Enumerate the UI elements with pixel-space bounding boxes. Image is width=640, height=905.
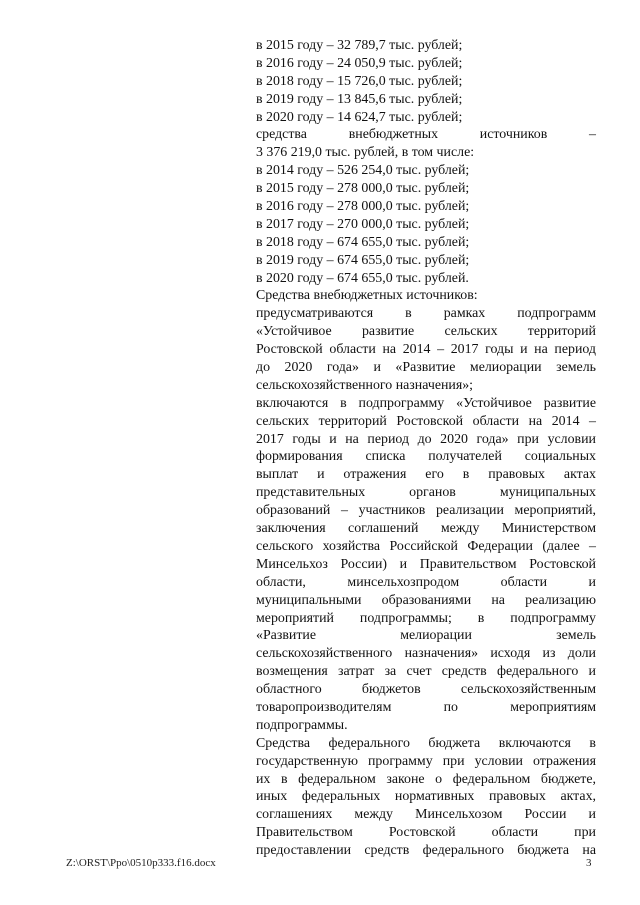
document-body bbox=[256, 37, 596, 860]
paragraph-line: соглашениях между Минсельхозом России и bbox=[256, 807, 596, 823]
paragraph-line: товаропроизводителям по мероприятиям bbox=[256, 699, 596, 715]
paragraph-line: муниципальными образованиями на реализацию bbox=[256, 592, 596, 608]
paragraph-line: иных федеральных нормативных правовых актах, bbox=[256, 789, 596, 805]
text-line-extrabudget-heading: средства внебюджетных источников – bbox=[256, 127, 596, 143]
text-line-2019: в 2019 году – 13 845,6 тыс. рублей; bbox=[256, 91, 463, 107]
paragraph-line: Ростовской области на 2014 – 2017 годы и на период bbox=[256, 342, 596, 358]
paragraph-line: сельскохозяйственного назначения» исходя из доли bbox=[256, 646, 596, 662]
paragraph-line: их в федеральном законе о федеральном бюджете, bbox=[256, 771, 596, 787]
paragraph-line: выплат и отражения его в правовых актах bbox=[256, 467, 596, 483]
paragraph-line: заключения соглашений между Министерством bbox=[256, 521, 596, 537]
paragraph-line: возмещения затрат за счет средств федерального и bbox=[256, 664, 596, 680]
paragraph-line: сельского хозяйства Российской Федерации (далее – bbox=[256, 538, 596, 554]
paragraph-line: подпрограммы. bbox=[256, 717, 348, 733]
paragraph-line: формирования списка получателей социальных bbox=[256, 449, 596, 465]
paragraph-line: областного бюджетов сельскохозяйственным bbox=[256, 682, 596, 698]
text-line-2020: в 2020 году – 14 624,7 тыс. рублей; bbox=[256, 109, 463, 125]
paragraph-line: представительных органов муниципальных bbox=[256, 485, 596, 501]
text-line-eb-2018: в 2018 году – 674 655,0 тыс. рублей; bbox=[256, 234, 470, 250]
text-line-eb-2019: в 2019 году – 674 655,0 тыс. рублей; bbox=[256, 252, 470, 268]
text-line-eb-2020: в 2020 году – 674 655,0 тыс. рублей. bbox=[256, 270, 469, 286]
text-line-extrabudget-total: 3 376 219,0 тыс. рублей, в том числе: bbox=[256, 145, 475, 161]
text-line-2016: в 2016 году – 24 050,9 тыс. рублей; bbox=[256, 55, 463, 71]
paragraph-line: «Развитие мелиорации земель bbox=[256, 628, 596, 644]
paragraph-line: сельскохозяйственного назначения»; bbox=[256, 377, 474, 393]
text-line-eb-2016: в 2016 году – 278 000,0 тыс. рублей; bbox=[256, 199, 470, 215]
text-line-2018: в 2018 году – 15 726,0 тыс. рублей; bbox=[256, 73, 463, 89]
text-line-eb-2015: в 2015 году – 278 000,0 тыс. рублей; bbox=[256, 181, 470, 197]
text-line-eb-2017: в 2017 году – 270 000,0 тыс. рублей; bbox=[256, 216, 470, 232]
paragraph-line: сельских территорий Ростовской области на 2014 – bbox=[256, 413, 596, 429]
paragraph-line: Правительством Ростовской области при bbox=[256, 825, 596, 841]
paragraph-line: мероприятий подпрограммы; в подпрограмму bbox=[256, 610, 596, 626]
paragraph-line: 2017 годы и на период до 2020 года» при условии bbox=[256, 431, 596, 447]
footer-page-number: 3 bbox=[586, 857, 592, 869]
paragraph-line: государственную программу при условии отражения bbox=[256, 753, 596, 769]
paragraph-line: включаются в подпрограмму «Устойчивое развитие bbox=[256, 395, 596, 411]
text-line-extrabudget-sources: Средства внебюджетных источников: bbox=[256, 288, 478, 304]
paragraph-line: Средства федерального бюджета включаются в bbox=[256, 735, 596, 751]
paragraph-line: «Устойчивое развитие сельских территорий bbox=[256, 324, 596, 340]
paragraph-line: предоставлении средств федерального бюджета на bbox=[256, 843, 596, 859]
paragraph-line: до 2020 года» и «Развитие мелиорации земель bbox=[256, 360, 596, 376]
text-line-2015: в 2015 году – 32 789,7 тыс. рублей; bbox=[256, 38, 463, 53]
footer-file-path: Z:\ORST\Ppo\0510p333.f16.docx bbox=[66, 857, 216, 869]
text-line-eb-2014: в 2014 году – 526 254,0 тыс. рублей; bbox=[256, 163, 470, 179]
paragraph-line: предусматриваются в рамках подпрограмм bbox=[256, 306, 596, 322]
paragraph-line: образований – участников реализации мероприятий, bbox=[256, 503, 596, 519]
paragraph-line: области, минсельхозпродом области и bbox=[256, 574, 596, 590]
paragraph-line: Минсельхоз России) и Правительством Ростовской bbox=[256, 556, 596, 572]
